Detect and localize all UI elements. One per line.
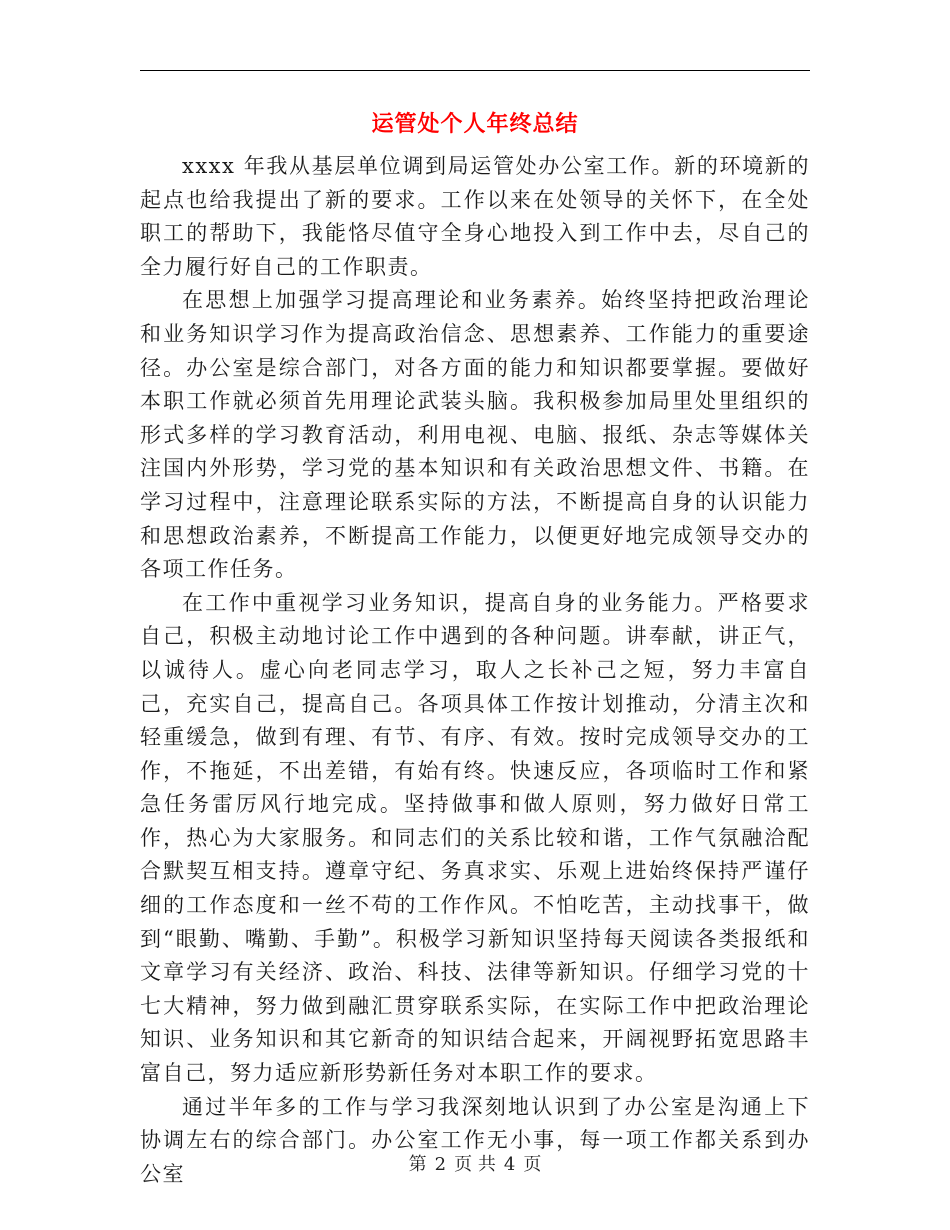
- document-title: 运管处个人年终总结: [371, 112, 579, 137]
- page-mid: 页 共: [454, 1154, 496, 1175]
- paragraph: 在思想上加强学习提高理论和业务素养。始终坚持把政治理论和业务知识学习作为提高政治信念、思想素养、工作能力的重要途径。办公室是综合部门，对各方面的能力和知识都要掌握。要做好本职工作就必须首先用理论武装头脑。我积极参加局里处里组织的形式多样的学习教育活动，利用电视、电脑、报纸、杂志等媒体关注国内外形势，学习党的基本知识和有关政治思想文件、书籍。在学习过程中，注意理论联系实际的方法，不断提高自身的认识能力和思想政治素养，不断提高工作能力，以便更好地完成领导交办的各项工作任务。: [140, 288, 810, 582]
- header-rule: [140, 70, 810, 71]
- total-pages-number: 4: [503, 1154, 516, 1175]
- page-number-footer: [0, 1152, 950, 1178]
- page-suffix: 页: [523, 1154, 542, 1175]
- document-body: [140, 150, 810, 1191]
- page-prefix: 第: [408, 1154, 427, 1175]
- paragraph: 在工作中重视学习业务知识，提高自身的业务能力。严格要求自己，积极主动地讨论工作中遇到的各种问题。讲奉献，讲正气，以诚待人。虚心向老同志学习，取人之长补己之短，努力丰富自己，充实自己，提高自己。各项具体工作按计划推动，分清主次和轻重缓急，做到有理、有节、有序、有效。按时完成领导交办的工作，不拖延，不出差错，有始有终。快速反应，各项临时工作和紧急任务雷厉风行地完成。坚持做事和做人原则，努力做好日常工作，热心为大家服务。和同志们的关系比较和谐，工作气氛融洽配合默契互相支持。遵章守纪、务真求实、乐观上进始终保持严谨仔细的工作态度和一丝不苟的工作作风。不怕吃苦，主动找事干，做到“眼勤、嘴勤、手勤”。积极学习新知识坚持每天阅读各类报纸和文章学习有关经济、政治、科技、法律等新知识。仔细学习党的十七大精神，努力做到融汇贯穿联系实际，在实际工作中把政治理论知识、业务知识和其它新奇的知识结合起来，开阔视野拓宽思路丰富自己，努力适应新形势新任务对本职工作的要求。: [140, 590, 810, 1086]
- paragraph: xxxx 年我从基层单位调到局运管处办公室工作。新的环境新的起点也给我提出了新的要求。工作以来在处领导的关怀下，在全处职工的帮助下，我能恪尽值守全身心地投入到工作中去，尽自己的全力履行好自己的工作职责。: [140, 154, 810, 279]
- paragraph: 通过半年多的工作与学习我深刻地认识到了办公室是沟通上下协调左右的综合部门。办公室工作无小事，每一项工作都关系到办公室: [140, 1094, 810, 1186]
- current-page-number: 2: [434, 1154, 447, 1175]
